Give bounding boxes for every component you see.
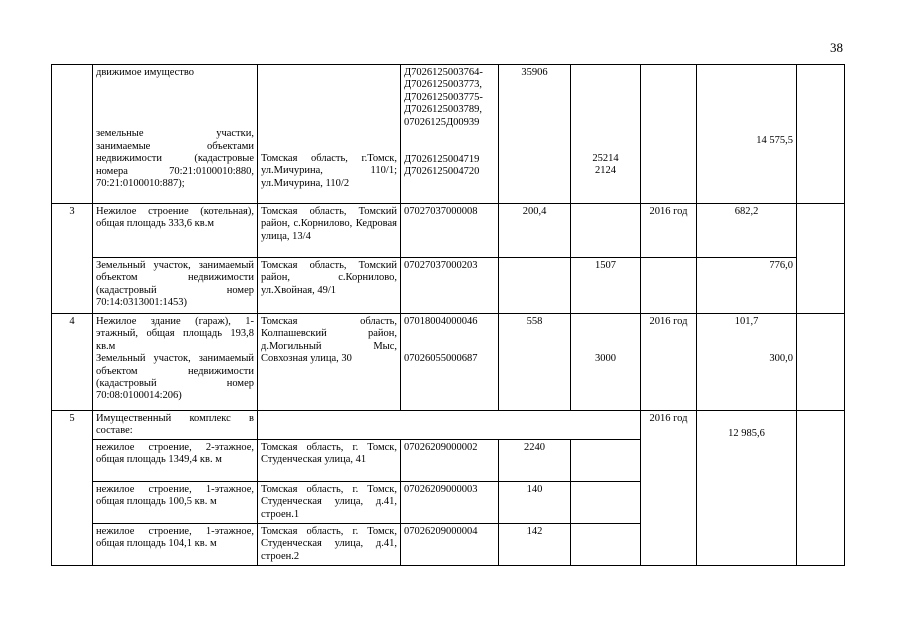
land-area-line: 2124	[595, 165, 616, 177]
table-row	[52, 65, 845, 204]
empty-cell	[797, 314, 845, 411]
empty-cell	[797, 204, 845, 314]
address-cell: Томская область, Томский район, с.Корнилово, ул.Хвойная, 49/1	[258, 258, 401, 314]
desc-line: земельные участки,	[96, 128, 254, 140]
desc-line: номера 70:21:0100010:880,	[96, 165, 254, 177]
desc-line: 70:21:0100010:887);	[96, 178, 185, 190]
complex-title-cell: Имущественный комплекс в составе:	[93, 411, 258, 440]
code-cell	[401, 65, 499, 204]
cost-value: 12 985,6	[728, 428, 765, 439]
land-area-cell	[571, 523, 641, 565]
address-cell: Томская область, г. Томск, Студенческая улица, 41	[258, 439, 401, 481]
address-line: ул.Мичурина, 110/1;	[261, 165, 397, 177]
code-line: Д7026125003775-	[404, 91, 483, 103]
code-cell: 07026209000002	[401, 439, 499, 481]
address-cell: Томская область, г. Томск, Студенческая улица, д.41, строен.1	[258, 481, 401, 523]
desc-text: движимое имущество	[96, 67, 195, 78]
code-cell: 07027037000203	[401, 258, 499, 314]
land-area-cell	[571, 314, 641, 411]
address-line: Томская область, г.Томск,	[261, 153, 397, 164]
area-cell	[499, 258, 571, 314]
code-cell: 07026209000004	[401, 523, 499, 565]
address-cell	[258, 65, 401, 204]
code-cell: 07026209000003	[401, 481, 499, 523]
description-cell: Земельный участок, занимаемый объектом недвижимости (кадастровый номер 70:14:0313001:1453)	[93, 258, 258, 314]
code-line: Д7026125003764-	[404, 67, 483, 78]
address-cell: Томская область, г. Томск, Студенческая улица, д.41, строен.2	[258, 523, 401, 565]
code-line: Д7026125004720	[404, 166, 480, 178]
cost-cell: 682,2	[697, 204, 797, 258]
area-value: 35906	[521, 67, 548, 78]
area-cell: 558	[499, 314, 571, 411]
cost-value: 101,7	[734, 316, 759, 327]
area-cell: 140	[499, 481, 571, 523]
area-cell: 142	[499, 523, 571, 565]
page-number: 38	[830, 40, 843, 55]
code-cell	[401, 314, 499, 411]
land-area-value: 3000	[595, 353, 616, 364]
code-line: Д7026125003789,	[404, 104, 483, 116]
land-area-cell	[571, 204, 641, 258]
code-cell: 07027037000008	[401, 204, 499, 258]
land-area-cell	[571, 65, 641, 204]
area-cell: 2240	[499, 439, 571, 481]
empty-cell	[797, 65, 845, 204]
land-area-cell	[571, 439, 641, 481]
row-number-cell: 4	[52, 314, 93, 411]
code-line: 07026125Д00939	[404, 116, 480, 128]
address-cell: Томская область, Колпашевский район, д.Могильный Мыс, Совхозная улица, 30	[258, 314, 401, 411]
row-number-cell: 5	[52, 411, 93, 566]
table-row	[52, 314, 845, 411]
table-row	[52, 258, 845, 314]
land-area-line: 25214	[592, 153, 619, 164]
description-cell: нежилое строение, 1-этажное, общая площадь 104,1 кв. м	[93, 523, 258, 565]
property-table	[51, 64, 845, 566]
cost-cell	[697, 65, 797, 204]
year-cell: 2016 год	[641, 204, 697, 258]
land-area-cell: 1507	[571, 258, 641, 314]
code-line: Д7026125004719	[404, 154, 480, 166]
empty-cell	[797, 411, 845, 566]
description-cell	[93, 65, 258, 204]
year-cell	[641, 258, 697, 314]
year-cell: 2016 год	[641, 411, 697, 566]
year-cell: 2016 год	[641, 314, 697, 411]
description-cell: нежилое строение, 2-этажное, общая площадь 1349,4 кв. м	[93, 439, 258, 481]
year-cell	[641, 65, 697, 204]
area-cell	[499, 65, 571, 204]
code-line: Д7026125003773,	[404, 79, 483, 91]
land-area-cell	[571, 481, 641, 523]
code-line: 07018004000046	[404, 316, 478, 327]
description-cell: нежилое строение, 1-этажное, общая площадь 100,5 кв. м	[93, 481, 258, 523]
description-cell	[93, 314, 258, 411]
area-cell: 200,4	[499, 204, 571, 258]
cost-value: 14 575,5	[756, 135, 793, 146]
row-number-cell	[52, 65, 93, 204]
cost-cell	[697, 411, 797, 566]
desc-text: Земельный участок, занимаемый объектом недвижимости (кадастровый номер 70:08:0100014:206)	[96, 353, 254, 402]
table-row	[52, 411, 845, 440]
address-line: ул.Мичурина, 110/2	[261, 177, 350, 189]
table-row	[52, 204, 845, 258]
row-number-cell: 3	[52, 204, 93, 314]
cost-cell	[697, 314, 797, 411]
desc-text: Нежилое здание (гараж), 1-этажный, общая площадь 193,8 кв.м	[96, 316, 254, 352]
address-cell: Томская область, Томский район, с.Корнилово, Кедровая улица, 13/4	[258, 204, 401, 258]
cost-cell: 776,0	[697, 258, 797, 314]
cost-value: 300,0	[769, 353, 793, 365]
complex-title-span-cell	[258, 411, 641, 440]
desc-line: недвижимости (кадастровые	[96, 153, 254, 165]
desc-line: занимаемые объектами	[96, 140, 254, 152]
description-cell: Нежилое строение (котельная), общая площадь 333,6 кв.м	[93, 204, 258, 258]
code-line: 07026055000687	[404, 353, 478, 365]
